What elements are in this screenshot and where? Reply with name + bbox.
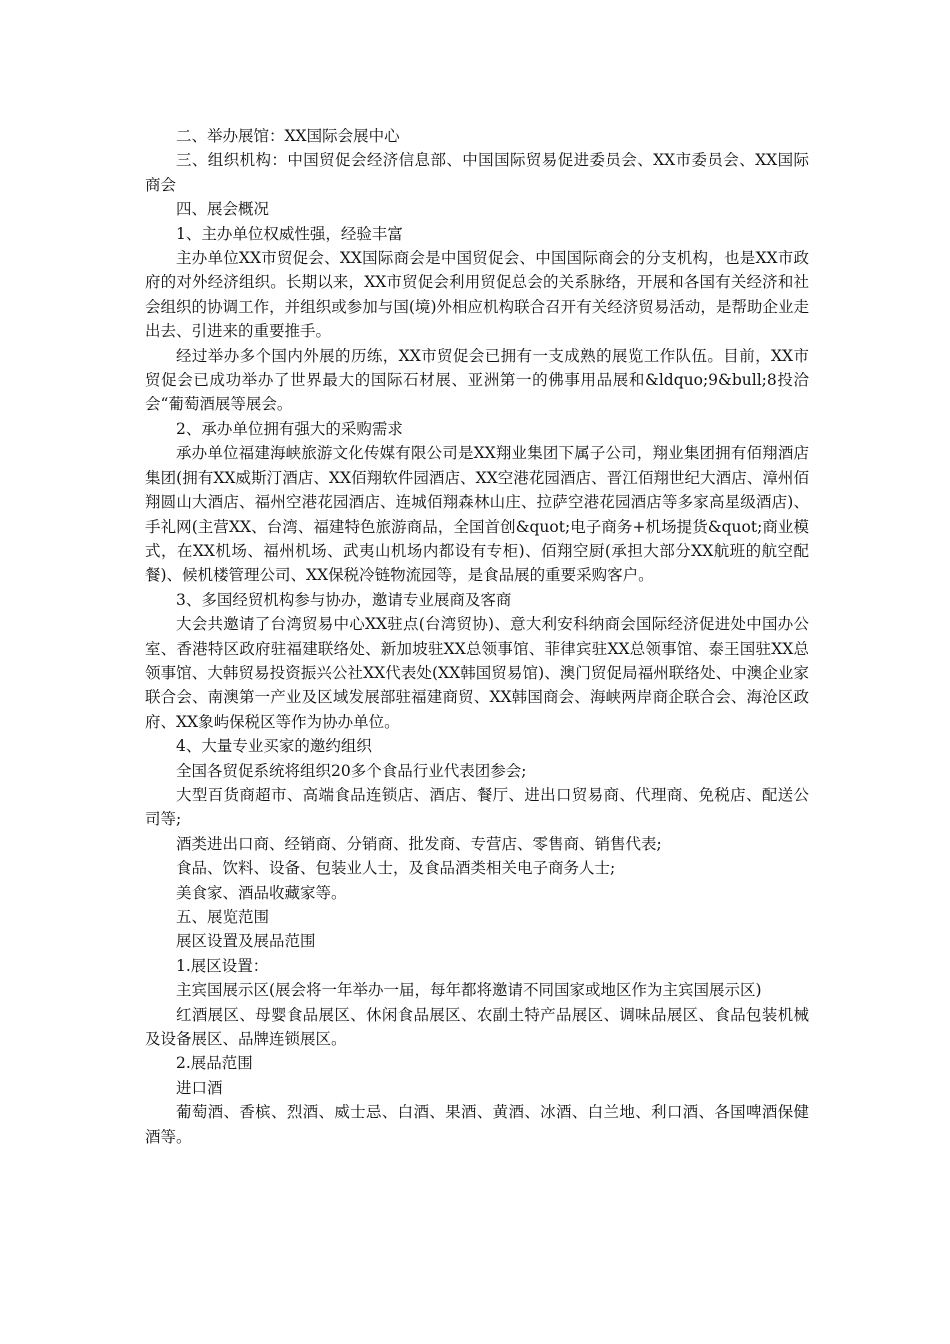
subheading-imported-liquor: 进口酒 (176, 1078, 223, 1097)
paragraph-organizer-intro: 承办单位福建海峡旅游文化传媒有限公司是XX翔业集团下属子公司，翔业集团拥有佰翔酒店集团(拥有XX威斯汀酒店、XX佰翔软件园酒店、XX空港花园酒店、晋江佰翔世纪大酒店、漳州佰翔圆山大酒店、福州空港花园酒店、连城佰翔森林山庄、拉萨空港花园酒店等多家高星级酒店)、手礼网(主营XX、台湾、福建特色旅游商品，全国首创&quot;电子商务+机场提货&quot;商业模式，在XX机场、福州机场、武夷山机场内都设有专柜)、佰翔空厨(承担大部分XX航班的航空配餐)、候机楼管理公司、XX保税冷链物流园等，是食品展的重要采购客户。 (145, 444, 809, 585)
list-item-buyers-1: 全国各贸促系统将组织20多个食品行业代表团参会; (176, 761, 527, 780)
paragraph-co-organizers: 大会共邀请了台湾贸易中心XX驻点(台湾贸协)、意大利安科纳商会国际经济促进处中国办公室、香港特区政府驻福建联络处、新加坡驻XX总领事馆、菲律宾驻XX总领事馆、泰王国驻XX总领事馆、大韩贸易投资振兴公社XX代表处(XX韩国贸易馆)、澳门贸促局福州联络处、中澳企业家联合会、南澳第一产业及区域发展部驻福建商贸、XX韩国商会、海峡两岸商企联合会、海沧区政府、XX象屿保税区等作为协办单位。 (145, 615, 809, 731)
paragraph-host-experience: 经过举办多个国内外展的历练，XX市贸促会已拥有一支成熟的展览工作队伍。目前，XX市贸促会已成功举办了世界最大的国际石材展、亚洲第一的佛事用品展和&ldquo;9&bull;8投洽会“葡萄酒展等展会。 (145, 346, 809, 414)
heading-product-scope: 2.展品范围 (176, 1054, 253, 1073)
list-item-buyers-5: 美食家、酒品收藏家等。 (176, 883, 347, 902)
paragraph-venue: 二、举办展馆：XX国际会展中心 (176, 127, 400, 145)
paragraph-organizers: 三、组织机构：中国贸促会经济信息部、中国国际贸易促进委员会、XX市委员会、XX国际商会 (145, 151, 809, 194)
paragraph-zone-list: 红酒展区、母婴食品展区、休闲食品展区、农副土特产品展区、调味品展区、食品包装机械及设备展区、品牌连锁展区。 (145, 1005, 809, 1049)
subheading-zones-products: 展区设置及展品范围 (176, 932, 316, 951)
paragraph-host-intro: 主办单位XX市贸促会、XX国际商会是中国贸促会、中国国际商会的分支机构，也是XX市政府的对外经济组织。长期以来，XX市贸促会利用贸促总会的关系脉络，开展和各国有关经济和社会组织的协调工作，并组织或参加与国(境)外相应机构联合召开有关经济贸易活动，是帮助企业走出去、引进来的重要推手。 (145, 249, 809, 341)
heading-buyers: 4、大量专业买家的邀约组织 (176, 737, 372, 756)
heading-scope: 五、展览范围 (176, 908, 270, 926)
list-item-buyers-3: 酒类进出口商、经销商、分销商、批发商、专营店、零售商、销售代表; (176, 834, 662, 853)
paragraph-liquor-list: 葡萄酒、香槟、烈酒、威士忌、白酒、果酒、黄酒、冰酒、白兰地、利口酒、各国啤酒保健酒等。 (145, 1103, 809, 1146)
heading-zone-setup: 1.展区设置： (176, 956, 269, 975)
paragraph-guest-country-zone: 主宾国展示区(展会将一年举办一届，每年都将邀请不同国家或地区作为主宾国展示区) (176, 981, 762, 1000)
heading-co-organizers: 3、多国经贸机构参与协办，邀请专业展商及客商 (176, 590, 512, 609)
heading-organizer-demand: 2、承办单位拥有强大的采购需求 (176, 419, 403, 438)
heading-overview: 四、展会概况 (176, 200, 270, 219)
heading-host-authority: 1、主办单位权威性强，经验丰富 (176, 224, 403, 243)
list-item-buyers-4: 食品、饮料、设备、包装业人士，及食品酒类相关电子商务人士; (176, 859, 616, 878)
list-item-buyers-2: 大型百货商超市、高端食品连锁店、酒店、餐厅、进出口贸易商、代理商、免税店、配送公司等; (145, 785, 809, 829)
document-body (145, 124, 809, 1149)
